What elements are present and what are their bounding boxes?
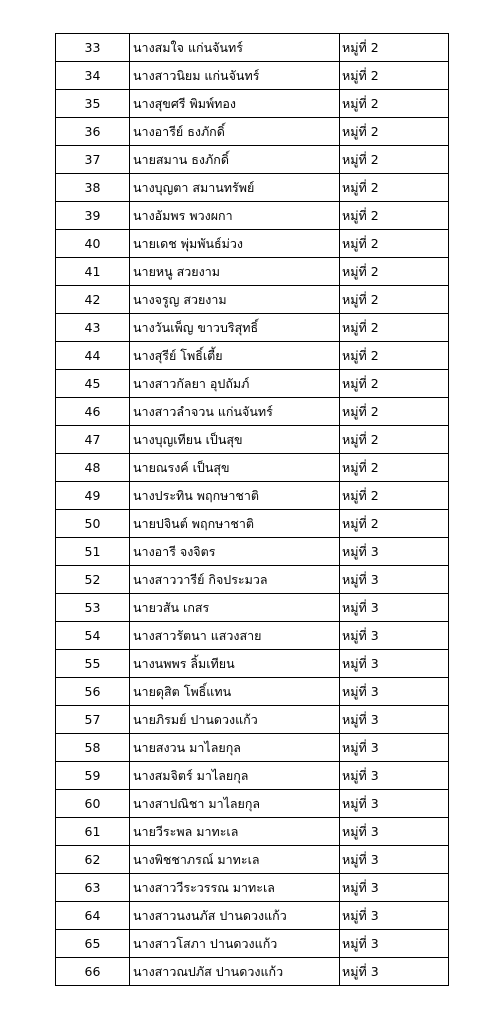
row-number-cell: 36 [56,118,130,146]
row-name-cell: นางอารีย์ ธงภักดิ์ [130,118,340,146]
row-village-cell: หมู่ที่ 3 [340,930,449,958]
row-number-cell: 43 [56,314,130,342]
row-village-cell: หมู่ที่ 2 [340,174,449,202]
row-number-cell: 52 [56,566,130,594]
row-name-cell: นางสมจิตร์ มาไลยกุล [130,762,340,790]
row-number-cell: 54 [56,622,130,650]
row-number-cell: 39 [56,202,130,230]
row-name-cell: นายปจินต์ พฤกษาชาติ [130,510,340,538]
table-row [56,426,449,454]
row-number-cell: 59 [56,762,130,790]
table-row [56,902,449,930]
row-name-cell: นางสาวลำจวน แก่นจันทร์ [130,398,340,426]
row-name-cell: นางสุขศรี พิมพ์ทอง [130,90,340,118]
row-village-cell: หมู่ที่ 3 [340,622,449,650]
table-row [56,650,449,678]
table-row [56,482,449,510]
row-number-cell: 42 [56,286,130,314]
row-name-cell: นางสาวณปภัส ปานดวงแก้ว [130,958,340,986]
row-village-cell: หมู่ที่ 2 [340,398,449,426]
table-row [56,818,449,846]
row-number-cell: 58 [56,734,130,762]
table-row [56,762,449,790]
table-row [56,790,449,818]
row-name-cell: นางพิชชาภรณ์ มาทะเล [130,846,340,874]
row-village-cell: หมู่ที่ 2 [340,454,449,482]
row-name-cell: นางสาปณิชา มาไลยกุล [130,790,340,818]
table-row [56,734,449,762]
row-number-cell: 33 [56,34,130,62]
table-row [56,258,449,286]
table-row [56,286,449,314]
row-village-cell: หมู่ที่ 3 [340,566,449,594]
row-name-cell: นายสงวน มาไลยกุล [130,734,340,762]
row-name-cell: นางสาวกัลยา อุปถัมภ์ [130,370,340,398]
row-number-cell: 56 [56,678,130,706]
row-village-cell: หมู่ที่ 2 [340,90,449,118]
row-village-cell: หมู่ที่ 3 [340,734,449,762]
row-number-cell: 61 [56,818,130,846]
table-row [56,594,449,622]
table-row [56,118,449,146]
row-number-cell: 64 [56,902,130,930]
row-name-cell: นางบุญเทียน เป็นสุข [130,426,340,454]
row-village-cell: หมู่ที่ 2 [340,202,449,230]
row-village-cell: หมู่ที่ 2 [340,370,449,398]
row-name-cell: นางสาววีระวรรณ มาทะเล [130,874,340,902]
row-village-cell: หมู่ที่ 2 [340,426,449,454]
row-village-cell: หมู่ที่ 2 [340,482,449,510]
row-name-cell: นายสมาน ธงภักดิ์ [130,146,340,174]
row-number-cell: 51 [56,538,130,566]
table-row [56,678,449,706]
row-number-cell: 53 [56,594,130,622]
row-village-cell: หมู่ที่ 2 [340,314,449,342]
row-name-cell: นางสมใจ แก่นจันทร์ [130,34,340,62]
row-village-cell: หมู่ที่ 3 [340,678,449,706]
row-village-cell: หมู่ที่ 3 [340,958,449,986]
table-row [56,90,449,118]
row-village-cell: หมู่ที่ 2 [340,230,449,258]
row-number-cell: 63 [56,874,130,902]
row-number-cell: 49 [56,482,130,510]
row-number-cell: 45 [56,370,130,398]
row-number-cell: 62 [56,846,130,874]
row-number-cell: 60 [56,790,130,818]
row-name-cell: นางอัมพร พวงผกา [130,202,340,230]
table-row [56,34,449,62]
row-number-cell: 35 [56,90,130,118]
table-row [56,370,449,398]
row-number-cell: 55 [56,650,130,678]
row-number-cell: 41 [56,258,130,286]
table-row [56,146,449,174]
row-number-cell: 44 [56,342,130,370]
row-village-cell: หมู่ที่ 2 [340,510,449,538]
table-row [56,454,449,482]
row-name-cell: นางสาวรัตนา แสวงสาย [130,622,340,650]
row-village-cell: หมู่ที่ 3 [340,762,449,790]
table-row [56,874,449,902]
table-row [56,342,449,370]
row-village-cell: หมู่ที่ 2 [340,286,449,314]
row-village-cell: หมู่ที่ 3 [340,594,449,622]
row-village-cell: หมู่ที่ 3 [340,706,449,734]
table-row [56,314,449,342]
row-village-cell: หมู่ที่ 3 [340,818,449,846]
row-name-cell: นางนพพร ลิ้มเทียน [130,650,340,678]
table-row [56,62,449,90]
row-name-cell: นางบุญตา สมานทรัพย์ [130,174,340,202]
row-number-cell: 38 [56,174,130,202]
row-number-cell: 37 [56,146,130,174]
row-name-cell: นายเดช พุ่มพันธ์ม่วง [130,230,340,258]
row-village-cell: หมู่ที่ 2 [340,34,449,62]
row-name-cell: นายวีระพล มาทะเล [130,818,340,846]
row-village-cell: หมู่ที่ 3 [340,650,449,678]
row-name-cell: นางสาวนิยม แก่นจันทร์ [130,62,340,90]
table-row [56,202,449,230]
row-name-cell: นางสุรีย์ โพธิ์เตี้ย [130,342,340,370]
row-name-cell: นางประทิน พฤกษาชาติ [130,482,340,510]
row-name-cell: นางสาวโสภา ปานดวงแก้ว [130,930,340,958]
row-name-cell: นางสาวนงนภัส ปานดวงแก้ว [130,902,340,930]
table-row [56,706,449,734]
row-number-cell: 65 [56,930,130,958]
table-row [56,622,449,650]
row-number-cell: 40 [56,230,130,258]
row-number-cell: 57 [56,706,130,734]
table-row [56,566,449,594]
table-body [56,34,449,986]
member-table [55,33,449,986]
table-row [56,538,449,566]
row-name-cell: นางสาววารีย์ กิจประมวล [130,566,340,594]
row-name-cell: นางอารี จงจิตร [130,538,340,566]
table-row [56,510,449,538]
row-village-cell: หมู่ที่ 3 [340,790,449,818]
row-village-cell: หมู่ที่ 3 [340,874,449,902]
table-row [56,174,449,202]
row-name-cell: นายภิรมย์ ปานดวงแก้ว [130,706,340,734]
row-name-cell: นางจรูญ สวยงาม [130,286,340,314]
row-village-cell: หมู่ที่ 3 [340,846,449,874]
table-row [56,398,449,426]
row-name-cell: นายณรงค์ เป็นสุข [130,454,340,482]
row-name-cell: นายดุสิต โพธิ์แทน [130,678,340,706]
table-row [56,958,449,986]
row-village-cell: หมู่ที่ 2 [340,258,449,286]
table-row [56,230,449,258]
row-village-cell: หมู่ที่ 2 [340,62,449,90]
row-village-cell: หมู่ที่ 2 [340,146,449,174]
row-village-cell: หมู่ที่ 2 [340,342,449,370]
table-row [56,846,449,874]
table-row [56,930,449,958]
row-name-cell: นายหนู สวยงาม [130,258,340,286]
row-number-cell: 34 [56,62,130,90]
row-number-cell: 46 [56,398,130,426]
row-number-cell: 47 [56,426,130,454]
row-village-cell: หมู่ที่ 3 [340,538,449,566]
row-village-cell: หมู่ที่ 2 [340,118,449,146]
row-name-cell: นายวสัน เกสร [130,594,340,622]
row-number-cell: 50 [56,510,130,538]
row-number-cell: 66 [56,958,130,986]
row-number-cell: 48 [56,454,130,482]
row-name-cell: นางวันเพ็ญ ขาวบริสุทธิ์ [130,314,340,342]
row-village-cell: หมู่ที่ 3 [340,902,449,930]
